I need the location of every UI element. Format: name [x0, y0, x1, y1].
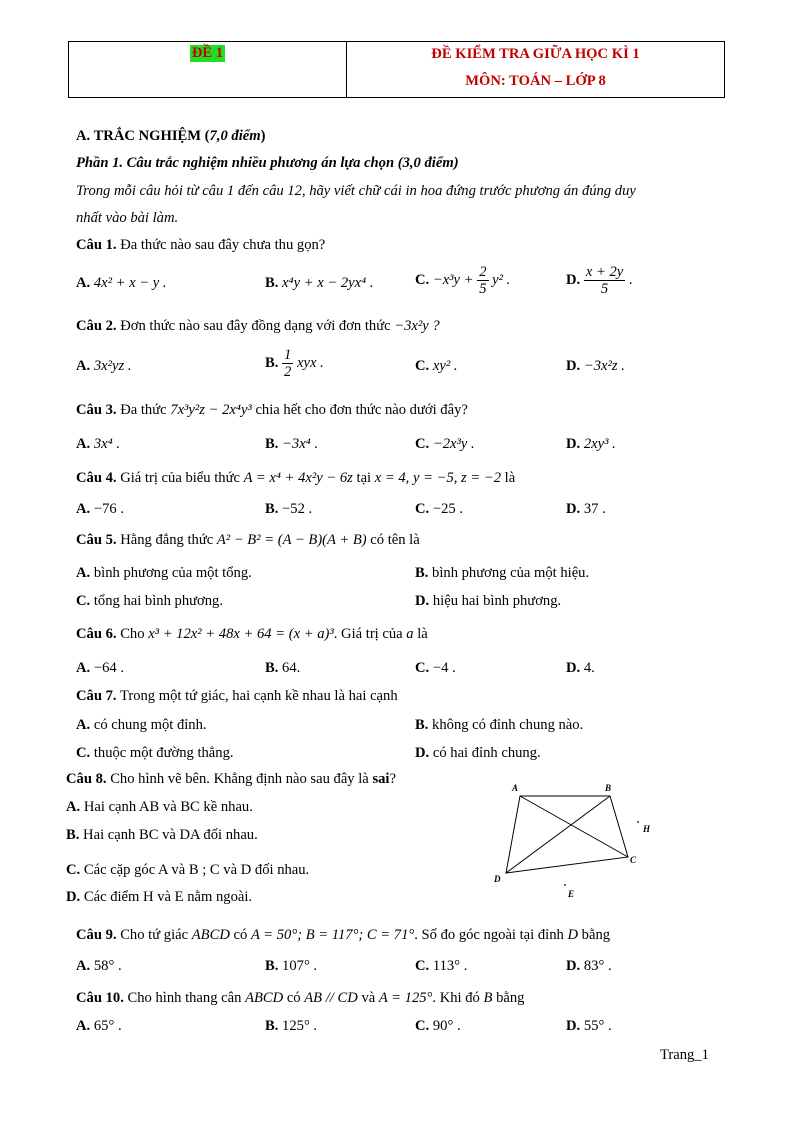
q6-expr: x³ + 12x² + 48x + 64 = (x + a)³	[148, 626, 334, 642]
q8-option-d	[66, 889, 252, 906]
opt-letter: A.	[76, 1018, 91, 1034]
q2-option-b	[265, 347, 324, 380]
part1-title: Phần 1. Câu trắc nghiệm nhiều phương án lựa chọn (	[76, 155, 403, 171]
q1-c-fraction	[477, 264, 488, 297]
opt-letter: B.	[265, 354, 279, 371]
q8-c-text: Các cặp góc A và B ; C và D đối nhau.	[83, 862, 310, 878]
fraction-denominator: 5	[479, 281, 487, 297]
opt-letter: B.	[265, 275, 279, 291]
opt-letter: C.	[76, 745, 91, 761]
q3-text-pre: Đa thức	[120, 402, 167, 418]
q3-text-post: chia hết cho đơn thức nào dưới đây?	[255, 402, 468, 418]
q9-text-end: bằng	[581, 927, 611, 943]
opt-letter: B.	[265, 501, 279, 517]
q10-text-pre: Cho hình thang cân	[127, 990, 242, 1006]
opt-letter: D.	[566, 358, 581, 374]
q4-condition: x = 4, y = −5, z = −2	[374, 470, 502, 486]
q7-stem	[76, 688, 398, 705]
q8-b-text: Hai cạnh BC và DA đối nhau.	[83, 827, 258, 843]
q6-c-text: −4 .	[432, 660, 456, 676]
opt-letter: D.	[566, 436, 581, 452]
q6-text-pre: Cho	[120, 626, 145, 642]
q4-option-d	[566, 501, 606, 518]
q7-option-d	[415, 745, 541, 762]
q9-b-text: 107° .	[282, 958, 318, 974]
q3-a-text: 3x⁴ .	[93, 436, 121, 452]
opt-letter: A.	[76, 436, 91, 452]
q9-expr: A = 50°; B = 117°; C = 71°	[250, 927, 415, 943]
opt-letter: A.	[76, 358, 91, 374]
q1-text: Đa thức nào sau đây chưa thu gọn?	[120, 237, 326, 253]
q9-text-post: . Số đo góc ngoài tại đỉnh	[414, 927, 564, 943]
q1-c-pre: −x³y +	[432, 271, 474, 288]
opt-letter: D.	[566, 660, 581, 676]
q7-text: Trong một tứ giác, hai cạnh kề nhau là hai cạnh	[119, 688, 398, 704]
q10-text-end: bằng	[496, 990, 525, 1006]
q10-d-text: 55° .	[583, 1018, 612, 1034]
section-a-score: 7,0 điểm	[209, 128, 261, 144]
q9-option-a	[76, 958, 122, 975]
opt-letter: B.	[265, 436, 279, 452]
opt-letter: D.	[566, 1018, 581, 1034]
point-e-dot	[564, 884, 566, 886]
fraction-numerator: 2	[479, 264, 487, 280]
part1-heading	[76, 155, 459, 172]
opt-letter: D.	[415, 745, 430, 761]
section-a-close: )	[260, 128, 266, 144]
q3-d-text: 2xy³ .	[583, 436, 616, 452]
q2-option-c	[415, 358, 458, 375]
q7-c-text: thuộc một đường thẳng.	[93, 745, 234, 761]
opt-letter: C.	[415, 660, 430, 676]
q6-option-a	[76, 660, 124, 677]
q6-stem	[76, 626, 428, 643]
opt-letter: A.	[76, 275, 91, 291]
q1-b-text: x⁴y + x − 2yx⁴ .	[282, 275, 374, 291]
label-h: H	[643, 824, 651, 834]
opt-letter: C.	[76, 593, 91, 609]
q5-b-text: bình phương của một hiệu.	[432, 565, 590, 581]
label-b: B	[605, 783, 612, 793]
q6-option-d	[566, 660, 595, 677]
opt-letter: C.	[415, 501, 430, 517]
q6-var: a	[406, 626, 414, 642]
q6-b-text: 64.	[282, 660, 301, 676]
opt-letter: C.	[415, 1018, 430, 1034]
q3-c-text: −2x³y .	[432, 436, 475, 452]
header-right-cell	[347, 42, 724, 90]
q8-option-a	[66, 799, 253, 816]
opt-letter: A.	[76, 660, 91, 676]
q4-label: Câu 4.	[76, 470, 117, 486]
q2-expr: −3x²y ?	[394, 318, 440, 334]
q3-stem	[76, 402, 468, 419]
q2-b-post: xyx .	[297, 354, 324, 371]
q2-label: Câu 2.	[76, 318, 117, 334]
q10-vertex: B	[483, 990, 493, 1006]
opt-letter: D.	[566, 958, 581, 974]
opt-letter: C.	[415, 436, 430, 452]
label-e: E	[568, 889, 575, 899]
q4-text-pre: Giá trị của biểu thức	[120, 470, 240, 486]
q8-quadrilateral-figure	[488, 780, 668, 900]
q10-option-d	[566, 1018, 612, 1035]
opt-letter: B.	[415, 565, 429, 581]
q8-label: Câu 8.	[66, 771, 107, 787]
opt-letter: A.	[66, 799, 81, 815]
q2-b-fraction	[282, 347, 293, 380]
q5-text-post: có tên là	[370, 532, 420, 548]
q2-text: Đơn thức nào sau đây đồng dạng với đơn thức	[120, 318, 391, 334]
q10-parallel: AB // CD	[304, 990, 358, 1006]
q6-text-post: . Giá trị của	[333, 626, 403, 642]
q1-a-text: 4x² + x − y .	[93, 275, 167, 291]
q4-option-c	[415, 501, 463, 518]
point-h-dot	[637, 821, 639, 823]
q10-option-c	[415, 1018, 461, 1035]
q9-option-d	[566, 958, 612, 975]
q9-vertex: D	[567, 927, 579, 943]
q3-label: Câu 3.	[76, 402, 117, 418]
q9-a-text: 58° .	[93, 958, 122, 974]
q9-stem	[76, 927, 610, 944]
opt-letter: C.	[66, 862, 81, 878]
q3-expr: 7x³y²z − 2x⁴y³	[170, 402, 252, 418]
q6-text-end: là	[417, 626, 428, 642]
q5-option-d	[415, 593, 561, 610]
q7-a-text: có chung một đỉnh.	[93, 717, 207, 733]
q3-b-text: −3x⁴ .	[282, 436, 319, 452]
opt-letter: A.	[76, 717, 91, 733]
quadrilateral-abcd	[506, 796, 628, 873]
q1-option-d	[566, 264, 633, 297]
q7-option-a	[76, 717, 207, 734]
q4-text-mid: tại	[356, 470, 372, 486]
q9-option-c	[415, 958, 467, 975]
q1-d-fraction	[584, 264, 625, 297]
q10-expr: A = 125°	[378, 990, 433, 1006]
q6-option-c	[415, 660, 456, 677]
q4-b-text: −52 .	[282, 501, 313, 517]
opt-letter: C.	[415, 358, 430, 374]
q2-option-d	[566, 358, 625, 375]
fraction-numerator: 1	[284, 347, 292, 363]
fraction-denominator: 5	[600, 281, 609, 297]
q5-option-c	[76, 593, 223, 610]
q3-option-c	[415, 436, 475, 453]
q5-a-text: bình phương của một tổng.	[93, 565, 252, 581]
q10-label: Câu 10.	[76, 990, 124, 1006]
q8-option-b	[66, 827, 258, 844]
q10-text-post: . Khi đó	[432, 990, 480, 1006]
opt-letter: D.	[66, 889, 81, 905]
opt-letter: C.	[415, 958, 430, 974]
diagonal-ac	[520, 796, 628, 857]
q9-option-b	[265, 958, 317, 975]
q1-d-post: .	[628, 271, 633, 288]
q7-option-c	[76, 745, 234, 762]
q8-d-text: Các điểm H và E nằm ngoài.	[83, 889, 253, 905]
q7-option-b	[415, 717, 583, 734]
page-number: Trang_1	[660, 1047, 709, 1063]
q7-d-text: có hai đỉnh chung.	[432, 745, 541, 761]
opt-letter: D.	[415, 593, 430, 609]
opt-letter: B.	[265, 958, 279, 974]
q10-b-text: 125° .	[282, 1018, 318, 1034]
q10-text-mid: có	[286, 990, 301, 1006]
part1-instruction-line2: nhất vào bài làm.	[76, 210, 179, 226]
label-a: A	[512, 783, 519, 793]
q3-option-d	[566, 436, 616, 453]
exam-title: ĐỀ KIỂM TRA GIỮA HỌC KÌ 1	[431, 46, 640, 62]
opt-letter: D.	[566, 501, 581, 517]
q10-c-text: 90° .	[432, 1018, 461, 1034]
q10-option-a	[76, 1018, 122, 1035]
q10-text-and: và	[361, 990, 376, 1006]
q4-expr: A = x⁴ + 4x²y − 6z	[243, 470, 353, 486]
q10-name: ABCD	[245, 990, 284, 1006]
q4-text-post: là	[504, 470, 516, 486]
q2-d-text: −3x²z .	[583, 358, 625, 374]
opt-letter: B.	[265, 660, 279, 676]
q6-label: Câu 6.	[76, 626, 117, 642]
opt-letter: A.	[76, 501, 91, 517]
opt-letter: B.	[415, 717, 429, 733]
q1-stem	[76, 237, 325, 254]
header-table	[68, 41, 725, 98]
q3-option-b	[265, 436, 318, 453]
q2-c-text: xy² .	[432, 358, 458, 374]
q3-option-a	[76, 436, 120, 453]
q5-option-b	[415, 565, 589, 582]
q2-a-text: 3x²yz .	[93, 358, 132, 374]
q7-label: Câu 7.	[76, 688, 117, 704]
part1-instruction-line1: Trong mỗi câu hỏi từ câu 1 đến câu 12, hãy viết chữ cái in hoa đứng trước phương án đúng duy	[76, 183, 636, 199]
q5-option-a	[76, 565, 252, 582]
q6-option-b	[265, 660, 300, 677]
q9-c-text: 113° .	[432, 958, 468, 974]
part1-score: 3,0 điểm	[402, 155, 454, 171]
exam-code: ĐỀ 1	[191, 45, 224, 61]
q6-d-text: 4.	[583, 660, 595, 676]
q6-a-text: −64 .	[93, 660, 124, 676]
q2-option-a	[76, 358, 131, 375]
opt-letter: B.	[66, 827, 80, 843]
q8-end: ?	[389, 771, 396, 787]
q5-stem	[76, 532, 420, 549]
exam-subject: MÔN: TOÁN – LỚP 8	[465, 73, 606, 89]
label-c: C	[630, 855, 637, 865]
q4-option-b	[265, 501, 312, 518]
q4-stem	[76, 470, 515, 487]
q1-option-c	[415, 264, 510, 297]
opt-letter: B.	[265, 1018, 279, 1034]
q8-option-c	[66, 862, 309, 879]
opt-letter: D.	[566, 271, 581, 288]
q8-stem	[66, 771, 396, 788]
label-d: D	[494, 874, 501, 884]
q9-d-text: 83° .	[583, 958, 612, 974]
q10-a-text: 65° .	[93, 1018, 122, 1034]
q5-d-text: hiệu hai bình phương.	[432, 593, 562, 609]
q5-c-text: tổng hai bình phương.	[93, 593, 223, 609]
q4-a-text: −76 .	[93, 501, 124, 517]
q1-label: Câu 1.	[76, 237, 117, 253]
q9-text-pre: Cho tứ giác	[120, 927, 189, 943]
q4-option-a	[76, 501, 124, 518]
fraction-denominator: 2	[284, 364, 292, 380]
q1-c-post: y² .	[492, 271, 511, 288]
header-left-cell	[69, 42, 346, 62]
q10-stem	[76, 990, 524, 1007]
q8-a-text: Hai cạnh AB và BC kề nhau.	[83, 799, 253, 815]
q10-option-b	[265, 1018, 317, 1035]
part1-close: )	[453, 155, 459, 171]
q8-text: Cho hình vẽ bên. Khẳng định nào sau đây là	[110, 771, 369, 787]
q9-label: Câu 9.	[76, 927, 117, 943]
q9-name: ABCD	[191, 927, 230, 943]
section-a-heading	[76, 128, 265, 145]
fraction-numerator: x + 2y	[585, 264, 624, 280]
q9-text-mid: có	[233, 927, 248, 943]
q1-option-b	[265, 275, 373, 292]
q7-b-text: không có đỉnh chung nào.	[432, 717, 584, 733]
opt-letter: A.	[76, 958, 91, 974]
q8-emph: sai	[372, 771, 390, 787]
opt-letter: C.	[415, 271, 430, 288]
q1-option-a	[76, 275, 167, 292]
q4-c-text: −25 .	[432, 501, 463, 517]
q5-label: Câu 5.	[76, 532, 117, 548]
q5-expr: A² − B² = (A − B)(A + B)	[216, 532, 367, 548]
section-a-title: A. TRẮC NGHIỆM (	[76, 128, 210, 144]
q4-d-text: 37 .	[583, 501, 606, 517]
q2-stem	[76, 318, 440, 335]
q5-text-pre: Hằng đẳng thức	[120, 532, 214, 548]
opt-letter: A.	[76, 565, 91, 581]
